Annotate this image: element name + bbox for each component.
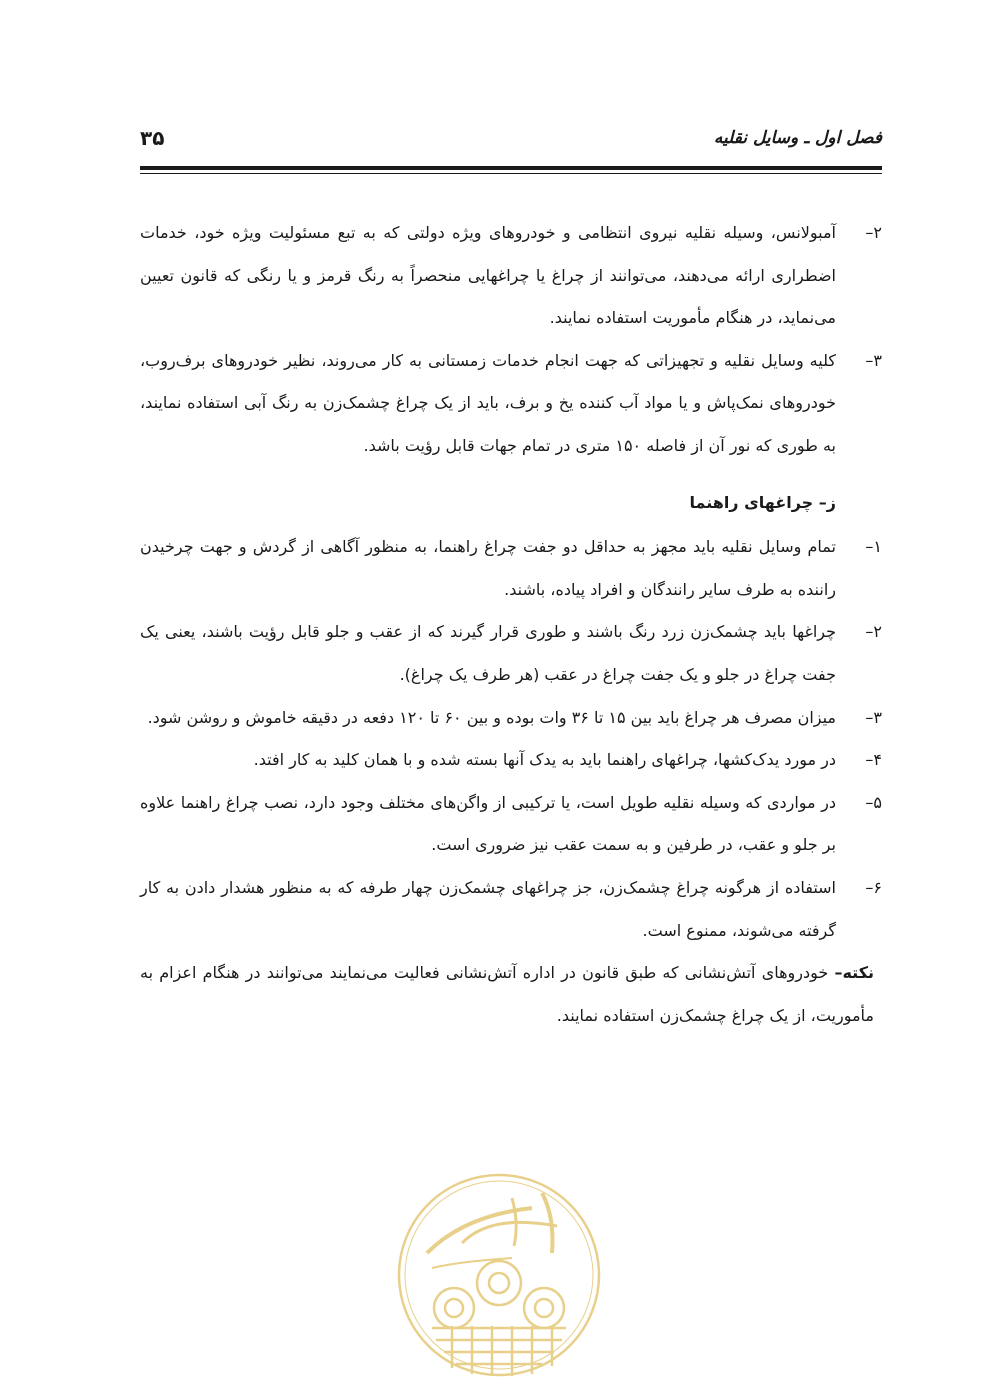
list-item-text: آمبولانس، وسیله نقلیه نیروی انتظامی و خودروهای ویژه دولتی که به تبع مسئولیت ویژه خود، خدمات اضطراری ارائه می‌دهند، می‌توانند از چراغ یا چراغهایی منحصراً به رنگ قرمز و یا رنگی که قانون تعیین می‌نماید، در هنگام مأموریت استفاده نمایند. (140, 223, 836, 328)
body-text (140, 212, 882, 1037)
list-item (140, 526, 882, 611)
page-number: ۳۵ (140, 126, 165, 150)
publisher-seal-logo (392, 1168, 606, 1382)
list-item (140, 697, 882, 740)
header-rule-thick (140, 166, 882, 170)
list-item-text: چراغها باید چشمک‌زن زرد رنگ باشند و طوری قرار گیرند که از عقب و جلو قابل رؤیت باشند، یعنی یک جفت چراغ در جلو و یک جفت چراغ در عقب (هر طرف یک چراغ). (140, 622, 836, 684)
list-item-number: ۴– (865, 750, 882, 770)
list-item-number: ۲– (865, 622, 882, 642)
list-item-number: ۳– (865, 707, 882, 727)
list-item (140, 611, 882, 696)
list-item-text: در مواردی که وسیله نقلیه طویل است، یا ترکیبی از واگن‌های مختلف وجود دارد، نصب چراغ راهنما علاوه بر جلو و عقب، در طرفین و به سمت عقب نیز ضروری است. (140, 792, 836, 855)
list-item-number: ۶– (865, 877, 882, 897)
chapter-title: فصل اول ـ وسایل نقلیه (713, 128, 882, 148)
list-item-number: ۳– (865, 350, 882, 370)
note-text: خودروهای آتش‌نشانی که طبق قانون در اداره آتش‌نشانی فعالیت می‌نمایند می‌توانند در هنگام اعزام به مأموریت، از یک چراغ چشمک‌زن استفاده نمایند. (140, 963, 874, 1025)
list-item (140, 867, 882, 952)
list-item-text: در مورد یدک‌کشها، چراغهای راهنما باید به یدک آنها بسته شده و با همان کلید به کار افتد. (253, 750, 836, 770)
list-item-number: ۱– (865, 537, 882, 557)
page-header (140, 128, 882, 156)
list-item-text: تمام وسایل نقلیه باید مجهز به حداقل دو جفت چراغ راهنما، به منظور آگاهی از گردش و جهت چرخیدن راننده به طرف سایر رانندگان و افراد پیاده، باشند. (140, 537, 836, 599)
list-item-number: ۵– (865, 792, 882, 812)
list-item-number: ۲– (865, 223, 882, 242)
list-item (140, 212, 882, 340)
section-heading: ز– چراغهای راهنما (689, 492, 836, 512)
note-paragraph (140, 952, 882, 1037)
list-item (140, 340, 882, 468)
note-label: نکته– (834, 963, 874, 983)
list-item-text: کلیه وسایل نقلیه و تجهیزاتی که جهت انجام خدمات زمستانی به کار می‌روند، نظیر خودروهای برف‌روب، خودروهای نمک‌پاش و یا مواد آب کننده یخ و برف، باید از یک چراغ چشمک‌زن به رنگ آبی استفاده نمایند، به طوری که نور آن از فاصله ۱۵۰ متری در تمام جهات قابل رؤیت باشد. (140, 350, 836, 455)
header-rule-thin (140, 173, 882, 174)
list-item (140, 782, 882, 867)
list-item-text: میزان مصرف هر چراغ باید بین ۱۵ تا ۳۶ وات بوده و بین ۶۰ تا ۱۲۰ دفعه در دقیقه خاموش و روشن شود. (147, 707, 836, 727)
list-item-text: استفاده از هرگونه چراغ چشمک‌زن، جز چراغهای چشمک‌زن چهار طرفه که به منظور هشدار دادن به کار گرفته می‌شوند، ممنوع است. (140, 877, 836, 940)
list-item (140, 739, 882, 782)
